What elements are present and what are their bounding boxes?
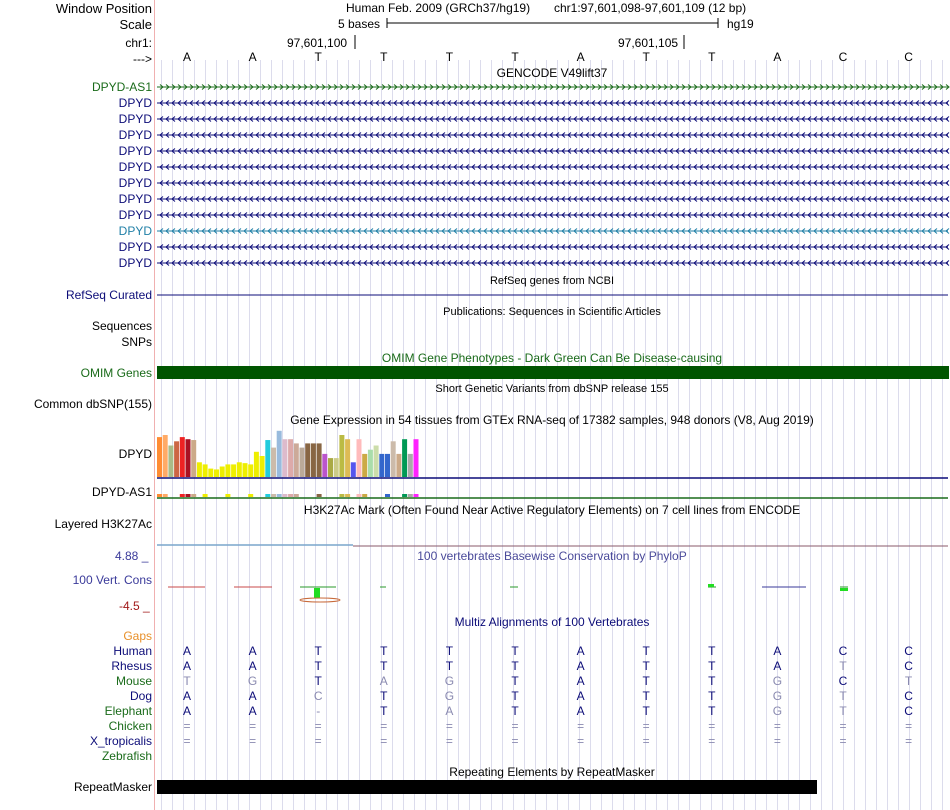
gtex-bar — [203, 464, 208, 477]
base-letter: A — [773, 50, 782, 64]
multiz-base: G — [444, 689, 455, 703]
gencode-transcript-label[interactable]: DPYD — [118, 128, 152, 142]
multiz-base: T — [511, 644, 519, 658]
gtex-bar — [414, 439, 419, 477]
gtex-bar — [328, 458, 333, 477]
multiz-base: T — [511, 689, 519, 703]
multiz-base: A — [379, 674, 388, 688]
gtex-bar — [174, 441, 179, 477]
multiz-base: G — [444, 674, 455, 688]
multiz-species-label[interactable]: Zebrafish — [101, 749, 152, 763]
refseq-label[interactable]: RefSeq Curated — [65, 288, 152, 302]
rmsk-label[interactable]: RepeatMasker — [73, 780, 152, 794]
pubs-label-snps[interactable]: SNPs — [121, 335, 152, 349]
gtex-bar — [225, 464, 230, 477]
multiz-base: A — [445, 704, 454, 718]
multiz-base: C — [904, 644, 913, 658]
db-name: hg19 — [727, 17, 754, 31]
multiz-base: = — [445, 719, 453, 733]
gtex-label-dpyd[interactable]: DPYD — [118, 447, 152, 461]
gtex-bar — [191, 440, 196, 477]
multiz-base: = — [577, 734, 585, 748]
gtex-as1-bar — [414, 494, 419, 497]
gtex-bar — [197, 462, 202, 477]
multiz-base: T — [642, 689, 650, 703]
scale-label: Scale — [119, 17, 152, 32]
multiz-base: T — [642, 704, 650, 718]
gencode-transcript-label[interactable]: DPYD — [118, 176, 152, 190]
gencode-transcript-label[interactable]: DPYD — [118, 224, 152, 238]
assembly-name: Human Feb. 2009 (GRCh37/hg19) — [346, 1, 531, 15]
multiz-base: A — [182, 704, 191, 718]
multiz-base: C — [904, 704, 913, 718]
gtex-bar — [305, 443, 310, 477]
gtex-title[interactable]: Gene Expression in 54 tissues from GTEx RNA-seq of 17382 samples, 948 donors (V8, Aug 2019) — [290, 413, 814, 427]
multiz-base: T — [708, 659, 716, 673]
multiz-base: G — [772, 704, 783, 718]
multiz-base: G — [247, 674, 258, 688]
multiz-base: T — [642, 674, 650, 688]
gtex-as1-bar — [294, 494, 299, 497]
gtex-bar — [362, 454, 367, 477]
gtex-bar — [248, 464, 253, 477]
multiz-base: A — [576, 704, 585, 718]
multiz-base: T — [380, 689, 388, 703]
multiz-base: T — [183, 674, 191, 688]
gtex-bar — [300, 448, 305, 477]
base-letter: C — [904, 50, 913, 64]
multiz-base: A — [773, 644, 782, 658]
gtex-bar — [357, 439, 362, 477]
phylop-label[interactable]: 100 Vert. Cons — [72, 573, 152, 587]
multiz-base: - — [316, 704, 321, 718]
gtex-as1-bar — [186, 494, 191, 497]
gtex-bar — [334, 458, 339, 477]
multiz-base: T — [380, 704, 388, 718]
multiz-base: = — [314, 719, 322, 733]
phylop-peak — [314, 588, 320, 598]
multiz-base: T — [642, 659, 650, 673]
gencode-transcript-label[interactable]: DPYD — [118, 240, 152, 254]
gtex-bar — [243, 463, 248, 477]
phylop-min-label: -4.5 _ — [119, 599, 150, 613]
multiz-base: T — [904, 674, 913, 688]
multiz-base: A — [248, 704, 257, 718]
base-letter: T — [708, 50, 716, 64]
gtex-as1-bar — [385, 494, 390, 497]
rmsk-title[interactable]: Repeating Elements by RepeatMasker — [449, 765, 655, 779]
phylop-peak — [708, 584, 714, 587]
multiz-base: T — [314, 674, 322, 688]
coord-label-1: 97,601,100 — [287, 36, 348, 50]
gtex-bar — [402, 439, 407, 477]
coord-label-2: 97,601,105 — [618, 36, 679, 50]
multiz-base: T — [642, 644, 650, 658]
multiz-base: G — [772, 674, 783, 688]
multiz-base: T — [708, 704, 716, 718]
multiz-species-label[interactable]: X_tropicalis — [89, 734, 152, 748]
window-position-label: Window Position — [55, 1, 152, 16]
gtex-as1-bar — [157, 494, 162, 497]
multiz-base: T — [511, 659, 519, 673]
multiz-base: = — [708, 719, 716, 733]
multiz-base: = — [708, 734, 716, 748]
dbsnp-label[interactable]: Common dbSNP(155) — [33, 397, 152, 411]
multiz-base: T — [314, 644, 322, 658]
gtex-bar — [322, 454, 327, 477]
gtex-bar — [391, 441, 396, 477]
multiz-base: A — [576, 674, 585, 688]
gencode-transcript-label[interactable]: DPYD — [118, 160, 152, 174]
multiz-base: = — [577, 719, 585, 733]
multiz-base: C — [838, 644, 848, 658]
base-letter: T — [511, 50, 519, 64]
gtex-as1-bar — [180, 494, 185, 497]
phylop-max-label: 4.88 _ — [115, 549, 149, 563]
gtex-as1-bar — [357, 494, 362, 497]
gtex-bar — [288, 439, 293, 477]
multiz-base: = — [642, 734, 650, 748]
gencode-transcript-label[interactable]: DPYD — [118, 112, 152, 126]
multiz-base: A — [576, 659, 585, 673]
omim-label[interactable]: OMIM Genes — [80, 366, 152, 380]
strand-label: ---> — [133, 52, 152, 66]
multiz-base: = — [511, 719, 519, 733]
gtex-bar — [265, 440, 270, 477]
gtex-as1-bar — [339, 494, 344, 497]
omim-bar — [157, 366, 949, 379]
multiz-base: = — [511, 734, 519, 748]
multiz-base: = — [642, 719, 650, 733]
gtex-bar — [294, 443, 299, 477]
position-readout[interactable]: chr1:97,601,098-97,601,109 (12 bp) — [554, 1, 747, 15]
multiz-base: A — [248, 689, 257, 703]
gtex-bar — [237, 462, 242, 477]
gencode-transcript-label[interactable]: DPYD — [118, 144, 152, 158]
gtex-as1-bar — [282, 494, 287, 497]
dbsnp-title[interactable]: Short Genetic Variants from dbSNP release 155 — [435, 383, 669, 395]
base-letter: A — [576, 50, 585, 64]
multiz-base: T — [380, 659, 388, 673]
multiz-base: T — [445, 659, 454, 673]
multiz-species-label[interactable]: Elephant — [104, 704, 152, 718]
gtex-bar — [254, 452, 259, 477]
multiz-base: A — [248, 659, 257, 673]
base-letter: A — [182, 50, 191, 64]
rmsk-bar — [157, 780, 817, 794]
multiz-base: = — [773, 734, 781, 748]
gtex-bar — [214, 469, 219, 477]
gtex-bar — [180, 437, 185, 477]
multiz-base: T — [839, 659, 847, 673]
gtex-as1-bar — [271, 494, 276, 497]
multiz-base: A — [773, 659, 782, 673]
multiz-base: = — [249, 719, 257, 733]
gtex-bar — [208, 469, 213, 477]
h3k27ac-title[interactable]: H3K27Ac Mark (Often Found Near Active Regulatory Elements) on 7 cell lines from ENCODE — [303, 503, 801, 517]
gtex-bar — [220, 467, 225, 478]
pubs-label-sequences[interactable]: Sequences — [91, 319, 152, 333]
gtex-as1-bar — [191, 494, 196, 497]
gencode-transcript-label[interactable]: DPYD — [118, 208, 152, 222]
multiz-base: = — [380, 734, 388, 748]
scale-text: 5 bases — [338, 17, 381, 31]
multiz-gaps-label[interactable]: Gaps — [123, 629, 152, 643]
multiz-base: A — [576, 689, 585, 703]
gtex-bar — [351, 462, 356, 477]
multiz-base: = — [905, 719, 913, 733]
multiz-base: A — [576, 644, 585, 658]
multiz-species-label[interactable]: Human — [113, 644, 152, 658]
gtex-bar — [374, 446, 379, 478]
multiz-base: C — [838, 674, 848, 688]
multiz-base: C — [313, 689, 323, 703]
multiz-base: = — [183, 719, 191, 733]
gtex-as1-bar — [203, 494, 208, 497]
base-letter: T — [380, 50, 388, 64]
gtex-as1-bar — [265, 494, 270, 497]
gtex-bar — [168, 446, 173, 478]
base-letter: T — [445, 50, 454, 64]
gtex-as1-bar — [345, 494, 350, 497]
multiz-base: C — [904, 659, 913, 673]
base-letter: T — [314, 50, 322, 64]
gtex-bar — [368, 450, 373, 477]
multiz-species-label[interactable]: Chicken — [108, 719, 152, 733]
multiz-base: A — [182, 644, 191, 658]
gtex-bar — [396, 454, 401, 477]
multiz-base: T — [708, 674, 716, 688]
gtex-bar — [231, 464, 236, 477]
multiz-base: T — [511, 704, 519, 718]
phylop-negative-mark — [300, 598, 340, 602]
base-letter: C — [838, 50, 848, 64]
gtex-bar — [260, 456, 265, 477]
gtex-bar — [186, 439, 191, 477]
multiz-base: A — [248, 644, 257, 658]
gtex-as1-bar — [163, 494, 168, 497]
phylop-title[interactable]: 100 vertebrates Basewise Conservation by PhyloP — [417, 549, 687, 563]
gtex-bar — [282, 439, 287, 477]
gtex-bar — [379, 454, 384, 477]
gtex-as1-bar — [362, 494, 367, 497]
gtex-as1-bar — [288, 494, 293, 497]
gencode-transcript-label[interactable]: DPYD — [118, 96, 152, 110]
gencode-transcript-label[interactable]: DPYD — [118, 192, 152, 206]
gtex-bar — [271, 448, 276, 477]
gtex-bar — [163, 435, 168, 477]
h3k27ac-label[interactable]: Layered H3K27Ac — [54, 517, 152, 531]
multiz-base: T — [708, 644, 716, 658]
multiz-base: A — [182, 689, 191, 703]
multiz-base: = — [839, 719, 847, 733]
multiz-title[interactable]: Multiz Alignments of 100 Vertebrates — [454, 615, 650, 629]
multiz-base: = — [905, 734, 913, 748]
gtex-as1-bar — [248, 494, 253, 497]
base-letter: T — [642, 50, 650, 64]
gencode-transcript-label[interactable]: DPYD-AS1 — [91, 80, 152, 94]
gtex-bar — [339, 435, 344, 477]
gtex-bar — [157, 437, 162, 477]
gtex-bar — [277, 431, 282, 477]
multiz-species-label[interactable]: Rhesus — [111, 659, 152, 673]
gtex-as1-bar — [408, 494, 413, 497]
multiz-base: T — [380, 644, 388, 658]
multiz-base: = — [773, 719, 781, 733]
refseq-title[interactable]: RefSeq genes from NCBI — [489, 275, 615, 287]
gtex-as1-bar — [277, 494, 282, 497]
gtex-bar — [317, 443, 322, 477]
multiz-base: G — [772, 689, 783, 703]
pubs-title[interactable]: Publications: Sequences in Scientific Articles — [443, 306, 661, 318]
base-letter: A — [248, 50, 257, 64]
multiz-base: T — [314, 659, 322, 673]
multiz-base: = — [183, 734, 191, 748]
gencode-transcript-label[interactable]: DPYD — [118, 256, 152, 270]
multiz-species-label[interactable]: Dog — [129, 689, 152, 703]
gtex-as1-bar — [402, 494, 407, 497]
chrom-label: chr1: — [125, 36, 152, 50]
multiz-base: T — [445, 644, 454, 658]
gtex-bar — [311, 443, 316, 477]
multiz-base: T — [839, 689, 847, 703]
gtex-bar — [408, 454, 413, 477]
multiz-base: C — [904, 689, 913, 703]
gtex-label-dpyd-as1[interactable]: DPYD-AS1 — [91, 485, 152, 499]
gtex-bar — [345, 439, 350, 477]
gtex-as1-bar — [225, 494, 230, 497]
gtex-as1-bar — [317, 494, 322, 497]
multiz-base: T — [839, 704, 847, 718]
multiz-base: = — [249, 734, 257, 748]
gencode-title[interactable]: GENCODE V49lift37 — [496, 66, 608, 80]
multiz-species-label[interactable]: Mouse — [115, 674, 152, 688]
gtex-bar — [385, 454, 390, 477]
multiz-base: = — [445, 734, 453, 748]
multiz-base: T — [708, 689, 716, 703]
multiz-base: T — [511, 674, 519, 688]
multiz-base: = — [380, 719, 388, 733]
omim-title[interactable]: OMIM Gene Phenotypes - Dark Green Can Be Disease-causing — [381, 351, 723, 365]
multiz-base: = — [839, 734, 847, 748]
multiz-base: A — [182, 659, 191, 673]
phylop-peak — [840, 588, 848, 591]
multiz-base: = — [314, 734, 322, 748]
